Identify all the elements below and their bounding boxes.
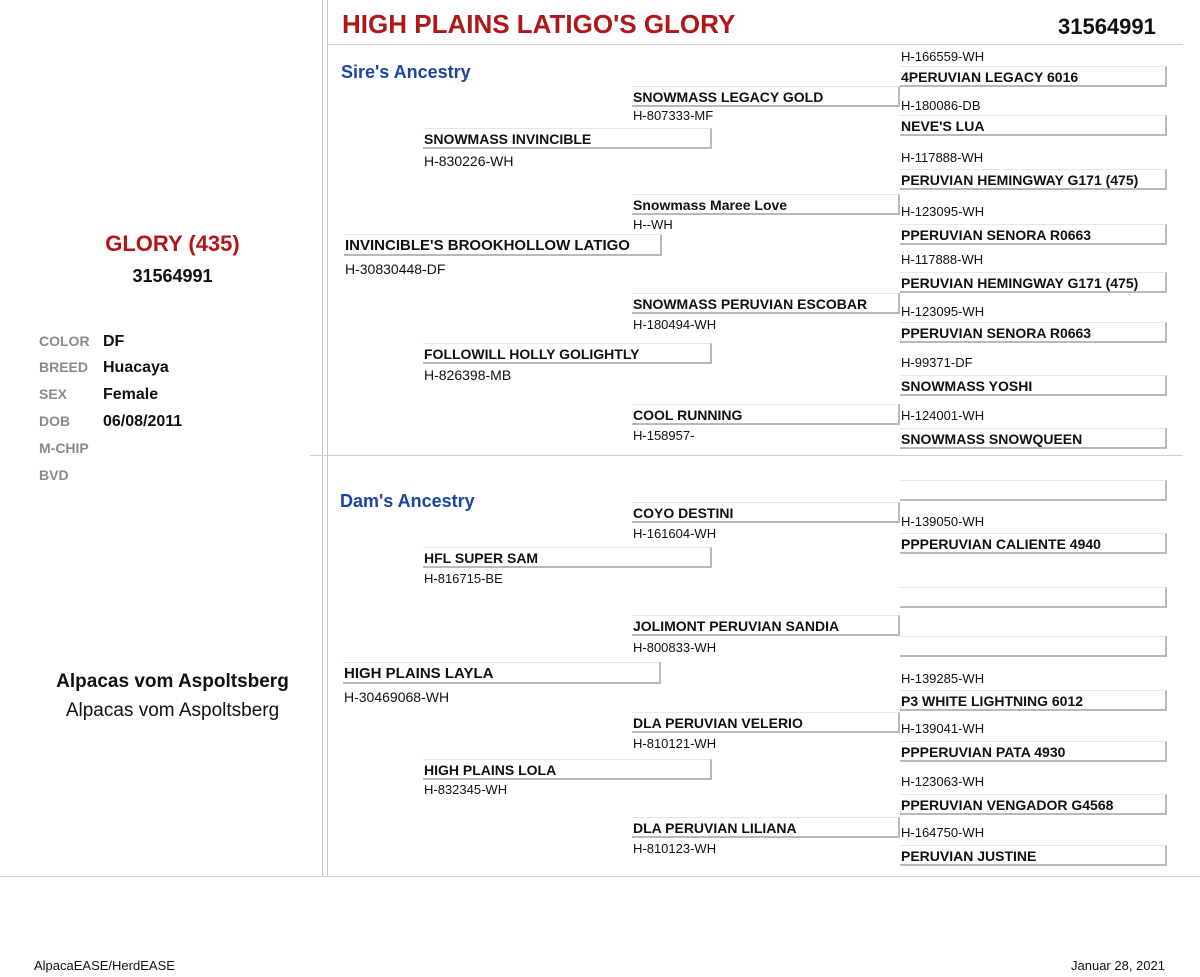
animal-number: 31564991 (132, 266, 213, 286)
pedigree-ssds-name: PERUVIAN HEMINGWAY G171 (475) (900, 169, 1167, 190)
pedigree-sd-name: FOLLOWILL HOLLY GOLIGHTLY (423, 343, 712, 364)
pedigree-ddd-name: DLA PERUVIAN LILIANA (632, 817, 900, 838)
bvd-label: BVD (39, 467, 69, 483)
divider-header (327, 44, 1183, 45)
page-title: HIGH PLAINS LATIGO'S GLORY (342, 9, 736, 39)
pedigree-sssd-name: NEVE'S LUA (900, 115, 1167, 136)
pedigree-dam-reg: H-30469068-WH (344, 689, 450, 705)
sex-value: Female (103, 386, 159, 403)
pedigree-dddd-reg: H-164750-WH (901, 825, 985, 840)
pedigree-sds-name: SNOWMASS PERUVIAN ESCOBAR (632, 293, 900, 314)
pedigree-sire-name: INVINCIBLE'S BROOKHOLLOW LATIGO (344, 234, 662, 256)
pedigree-ds-reg: H-816715-BE (424, 571, 503, 586)
pedigree-ddds-name: PPERUVIAN VENGADOR G4568 (900, 794, 1167, 815)
pedigree-ddd-reg: H-810123-WH (633, 841, 717, 856)
pedigree-ss-name: SNOWMASS INVINCIBLE (423, 128, 712, 149)
pedigree-dss-reg: H-161604-WH (633, 526, 717, 541)
dob-value: 06/08/2011 (103, 413, 183, 430)
pedigree-sire-reg: H-30830448-DF (345, 261, 446, 277)
pedigree-ddss-reg: H-139285-WH (901, 671, 985, 686)
pedigree-sssd-reg: H-180086-DB (901, 98, 981, 113)
pedigree-sdss-reg: H-117888-WH (901, 252, 984, 267)
dob-label: DOB (39, 413, 71, 429)
divider-footer (0, 876, 1200, 877)
divider-sire-dam (310, 455, 1183, 456)
pedigree-sdds-reg: H-99371-DF (901, 355, 973, 370)
pedigree-sddd-reg: H-124001-WH (901, 408, 985, 423)
pedigree-ddss-name: P3 WHITE LIGHTNING 6012 (900, 690, 1167, 711)
mchip-label: M-CHIP (39, 440, 89, 456)
pedigree-sdsd-name: PPERUVIAN SENORA R0663 (900, 322, 1167, 343)
pedigree-ssdd-name: PPERUVIAN SENORA R0663 (900, 224, 1167, 245)
pedigree-sss-reg: H-807333-MF (633, 108, 714, 123)
pedigree-ssss-reg: H-166559-WH (901, 49, 985, 64)
pedigree-ssdd-reg: H-123095-WH (901, 204, 985, 219)
pedigree-ssd-reg: H--WH (633, 217, 673, 232)
pedigree-ssss-name: 4PERUVIAN LEGACY 6016 (900, 66, 1167, 87)
pedigree-ss-reg: H-830226-WH (424, 153, 514, 169)
pedigree-ssd-name: Snowmass Maree Love (632, 194, 900, 215)
pedigree-ddsd-reg: H-139041-WH (901, 721, 985, 736)
pedigree-sds-reg: H-180494-WH (633, 317, 717, 332)
pedigree-sss-name: SNOWMASS LEGACY GOLD (632, 86, 900, 107)
footer-software: AlpacaEASE/HerdEASE (34, 958, 175, 973)
divider-vertical-2 (327, 0, 328, 877)
pedigree-dsd-reg: H-800833-WH (633, 640, 717, 655)
pedigree-sd-reg: H-826398-MB (424, 367, 512, 383)
animal-name: GLORY (435) (105, 231, 240, 256)
pedigree-dss-name: COYO DESTINI (632, 502, 900, 523)
pedigree-dds-name: DLA PERUVIAN VELERIO (632, 712, 900, 733)
color-label: COLOR (39, 333, 90, 349)
pedigree-dd-name: HIGH PLAINS LOLA (423, 759, 712, 780)
registration-number: 31564991 (1058, 14, 1156, 39)
pedigree-ssds-reg: H-117888-WH (901, 150, 984, 165)
pedigree-ds-name: HFL SUPER SAM (423, 547, 712, 568)
pedigree-sdd-reg: H-158957- (633, 428, 695, 443)
sire-section-title: Sire's Ancestry (341, 62, 471, 82)
pedigree-dsd-name: JOLIMONT PERUVIAN SANDIA (632, 615, 900, 636)
breed-label: BREED (39, 359, 89, 375)
pedigree-sdd-name: COOL RUNNING (632, 404, 900, 425)
pedigree-dds-reg: H-810121-WH (633, 736, 717, 751)
pedigree-sdss-name: PERUVIAN HEMINGWAY G171 (475) (900, 272, 1167, 293)
pedigree-sdsd-reg: H-123095-WH (901, 304, 985, 319)
footer-date: Januar 28, 2021 (1071, 958, 1165, 973)
divider-vertical-1 (322, 0, 323, 877)
pedigree-dd-reg: H-832345-WH (424, 782, 508, 797)
color-value: DF (103, 333, 125, 350)
pedigree-dssd-reg: H-139050-WH (901, 514, 985, 529)
pedigree-dam-name: HIGH PLAINS LAYLA (343, 662, 661, 684)
pedigree-dsdd-name (900, 636, 1167, 657)
pedigree-dsss-name (900, 480, 1167, 501)
pedigree-sdds-name: SNOWMASS YOSHI (900, 375, 1167, 396)
pedigree-dsds-name (900, 587, 1167, 608)
dam-section-title: Dam's Ancestry (340, 491, 475, 511)
sex-label: SEX (39, 386, 68, 402)
farm-name: Alpacas vom Aspoltsberg (65, 700, 280, 721)
pedigree-ddsd-name: PPPERUVIAN PATA 4930 (900, 741, 1167, 762)
pedigree-sddd-name: SNOWMASS SNOWQUEEN (900, 428, 1167, 449)
pedigree-dddd-name: PERUVIAN JUSTINE (900, 845, 1167, 866)
farm-name-bold: Alpacas vom Aspoltsberg (56, 671, 289, 692)
pedigree-ddds-reg: H-123063-WH (901, 774, 985, 789)
pedigree-dssd-name: PPPERUVIAN CALIENTE 4940 (900, 533, 1167, 554)
breed-value: Huacaya (103, 359, 169, 376)
